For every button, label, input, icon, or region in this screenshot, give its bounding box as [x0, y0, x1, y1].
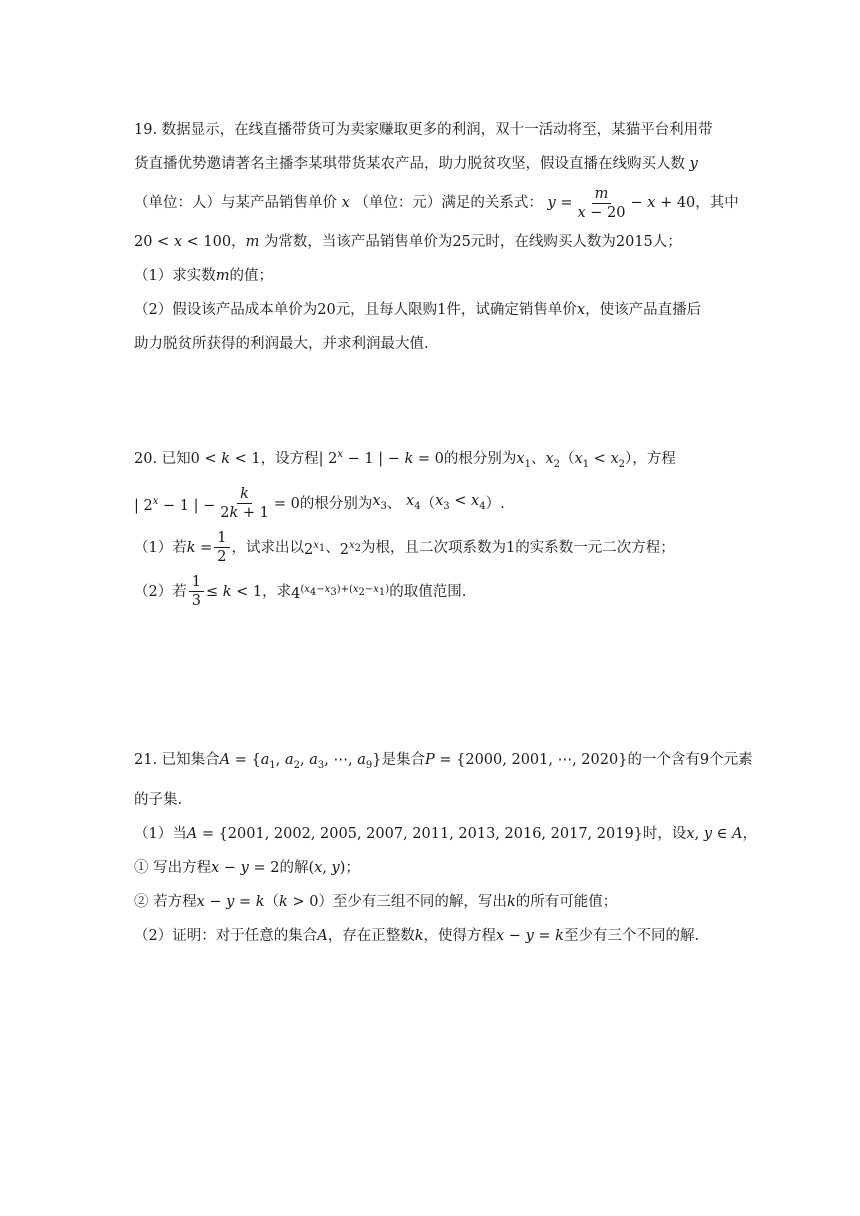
text: ， [742, 825, 757, 842]
problem-19-line-1 [134, 113, 734, 147]
problem-19-q2-line-1 [134, 293, 734, 327]
circled-number-2: ② [134, 893, 149, 910]
text: 的根分别为 [299, 495, 373, 512]
formula-y: y = [547, 195, 573, 211]
text: 21. 已知集合 [134, 752, 220, 768]
text: （2）证明：对于任意的集合 [134, 927, 318, 944]
text: 的一个含有9个元素 [627, 752, 753, 768]
math-half: $\frac{1}{2}$ [214, 529, 229, 566]
problem-21 [134, 743, 757, 953]
math-eq2-a: | $2^x - 1$ | − [134, 495, 216, 514]
text: 为根，且二次项系数为1的实系数一元二次方程； [361, 539, 675, 556]
math-eq1: | $2^x - 1$ | − k = 0 [318, 449, 444, 467]
text: 写出方程 [153, 859, 212, 876]
text: （2）假设该产品成本单价为20元，且每人限购1件，试确定销售单价 [134, 302, 577, 318]
text: ）至少有三组不同的解，写出 [318, 893, 507, 910]
math-third: $\frac{1}{3}$ [189, 573, 204, 610]
text: 的所有可能值； [515, 893, 618, 910]
problem-20-line-1: 20. 已知0 < k < 1，设方程| $2^x - 1$ | − k = 0的根分别为$x_1$、$x_2(x_1 < x_2)$，方程 [134, 449, 676, 470]
text: ，存在正整数 [327, 927, 415, 944]
text: ，使该产品直播后 [585, 302, 702, 318]
text: 为常数，当该产品销售单价为25元时，在线购买人数为2015人； [263, 234, 682, 250]
problem-19-line-4: 20 < x < 100，m 为常数，当该产品销售单价为25元时，在线购买人数为2015人； [134, 234, 682, 250]
text: 19. 数据显示，在线直播带货可为卖家赚取更多的利润，双十一活动将至，某猫平台利用带 [134, 122, 713, 138]
text: 货直播优势邀请著名主播李某琪带货某农产品，助力脱贫攻坚，假设直播在线购买人数 [134, 156, 685, 172]
problem-21-q2: （2）证明：对于任意的集合A，存在正整数k，使得方程x − y = k至少有三个不同的解. [134, 927, 700, 944]
problem-20-line-2: | $2^x - 1$ | − $\frac{k}{2k + 1}$ = 0 的根分别为 $x_3$ 、 $x_4$ （ $x_3 < x_4$ ）. [134, 482, 734, 526]
text: 、 [325, 539, 340, 556]
text: （1）当 [134, 825, 187, 842]
formula-fraction: $\frac{m}{x - 20}$ [577, 185, 626, 221]
math-m: m [245, 234, 260, 250]
text: （ [264, 893, 280, 910]
text: ，其中 [695, 195, 739, 211]
problem-21-sub-2: ② 若方程x − y = k（k > 0）至少有三组不同的解，写出k的所有可能值； [134, 893, 618, 910]
text: ，设方程 [260, 450, 319, 467]
text: ），方程 [625, 450, 676, 467]
text: 20. 已知 [134, 450, 191, 467]
problem-19-line-3 [134, 181, 739, 225]
math-y: y [689, 156, 698, 172]
text: （ [420, 495, 436, 512]
text: （2）若 [134, 583, 187, 600]
text: （1）若 [134, 539, 187, 556]
text: ； [345, 859, 360, 876]
text: 助力脱贫所获得的利润最大，并求利润最大值. [134, 336, 429, 352]
text: （单位：人）与某产品销售单价 [134, 195, 337, 211]
problem-19 [134, 113, 739, 361]
text: 是集合 [381, 752, 425, 768]
text: 、 [530, 450, 546, 467]
math-k-range: 0 < k < 1 [190, 450, 261, 467]
text: 的根分别为 [443, 450, 517, 467]
text: 至少有三个不同的解. [563, 927, 700, 944]
text: 的子集. [134, 791, 183, 808]
problem-21-line-1 [134, 743, 753, 783]
problem-21-line-2 [134, 783, 734, 817]
text: 的解 [279, 859, 309, 876]
problem-19-q1 [134, 259, 734, 293]
problem-20-q1: （1）若 k = $\frac{1}{2}$ ，试求出以 $2^{x_1}$ 、 $2^{x_2}$ 为根，且二次项系数为1的实系数一元二次方程； [134, 526, 734, 570]
math-x: x [341, 195, 350, 211]
text: ，求 [262, 583, 292, 600]
math-power: $4^{(x_4-x_3)+(x_2-x_1)}$ [291, 583, 390, 602]
math-x: x [576, 302, 586, 318]
problem-21-sub-1: ① 写出方程x − y = 2的解(x, y)； [134, 859, 360, 876]
text: ，试求出以 [231, 539, 305, 556]
problem-19-q2-line-2 [134, 327, 734, 361]
text: （单位：元）满足的关系式： [354, 195, 543, 211]
text: 、 [386, 495, 402, 512]
math-set-p: P = {2000, 2001, ⋯, 2020} [424, 752, 628, 768]
formula-tail: − x + 40 [630, 195, 696, 211]
text: （ [560, 450, 575, 467]
math-eq2-b: = 0 [273, 495, 300, 512]
math-range: 20 < x < 100 [134, 234, 232, 250]
math-eq2-fraction: $\frac{k}{2k + 1}$ [220, 486, 269, 522]
problem-20 [134, 438, 734, 614]
problem-19-line-2 [134, 147, 734, 181]
circled-number-1: ① [134, 859, 149, 876]
math-set-a-values: A = {2001, 2002, 2005, 2007, 2011, 2013, 2016, 2017, 2019} [186, 825, 643, 842]
text: 的取值范围. [389, 583, 467, 600]
text: 若方程 [153, 893, 197, 910]
problem-21-q1: （1）当A = {2001, 2002, 2005, 2007, 2011, 2013, 2016, 2017, 2019}时，设x, y ∈ A， [134, 825, 757, 842]
text: ）. [485, 495, 505, 512]
math-set-a: $A = \{a_1$, $a_2$, $a_3$, ⋯, $a_9$} [219, 752, 382, 771]
text: 时，设 [642, 825, 687, 842]
text: ，使得方程 [423, 927, 497, 944]
text: （1）求实数 [134, 268, 216, 284]
text: 的值； [229, 268, 273, 284]
problem-20-q2: （2）若 $\frac{1}{3}$ ≤ k < 1 ，求 $4^{(x_4-x_3)+(x_2-x_1)}$ 的取值范围. [134, 570, 734, 614]
math-m: m [215, 268, 230, 284]
